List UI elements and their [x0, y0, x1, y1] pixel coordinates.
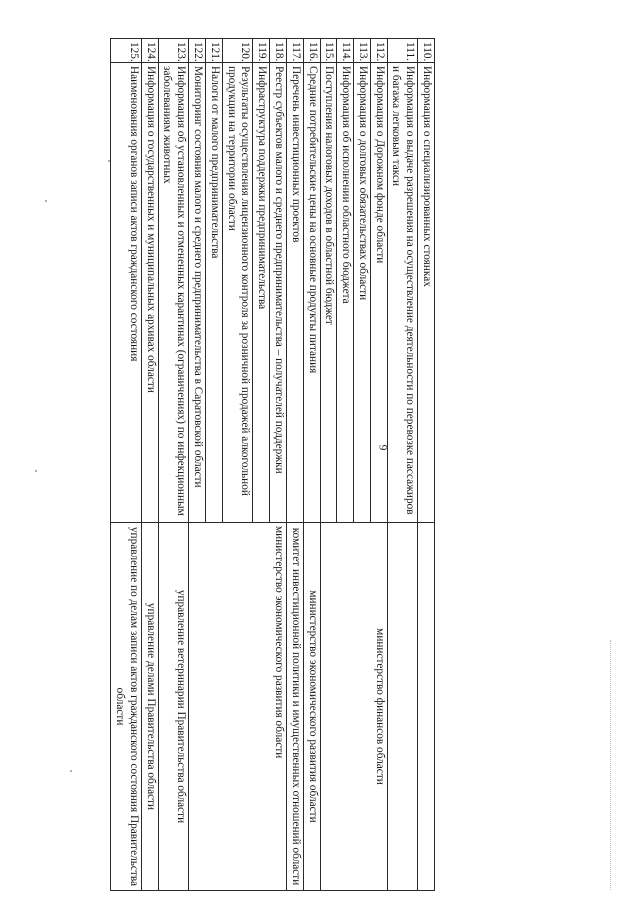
table-row [387, 39, 418, 891]
row-number: 113. [354, 39, 371, 63]
row-number: 125. [111, 39, 142, 63]
scan-speck [45, 200, 47, 202]
row-number: 121. [206, 39, 223, 63]
row-name: Информация о государственных и муниципальных архивах области [141, 63, 158, 523]
row-name: Информация о долговых обязательствах области [354, 63, 371, 523]
row-number: 111. [387, 39, 418, 63]
page-number: 9 [376, 444, 391, 451]
row-number: 112. [370, 39, 387, 63]
row-number: 110. [418, 39, 435, 63]
row-number: 124. [141, 39, 158, 63]
row-number: 120. [222, 39, 253, 63]
rotated-page [101, 38, 435, 891]
row-number: 118. [270, 39, 287, 63]
row-number: 123. [158, 39, 189, 63]
row-dept: министерство экономического развития области [303, 523, 320, 891]
dept-finance: министерство финансов области [320, 523, 387, 891]
row-number: 116. [303, 39, 320, 63]
row-number: 114. [337, 39, 354, 63]
row-number: 119. [253, 39, 270, 63]
row-dept: управление ветеринарии Правительства области [158, 523, 189, 891]
row-dept: комитет инвестиционной политики и имущественных отношений области [286, 523, 303, 891]
row-name: Налоги от малого предпринимательства [206, 63, 223, 523]
table-row [158, 39, 189, 891]
table-row [111, 39, 142, 891]
row-name: Мониторинг состояния малого и среднего предпринимательства в Саратовской области [189, 63, 206, 523]
row-name: Поступления налоговых доходов в областной бюджет [320, 63, 337, 523]
row-name: Информация об исполнении областного бюджета [337, 63, 354, 523]
row-name: Средние потребительские цены на основные продукты питания [303, 63, 320, 523]
row-name: Перечень инвестиционных проектов [286, 63, 303, 523]
document-table [110, 38, 435, 891]
table-row [286, 39, 303, 891]
row-name: Результаты осуществления лицензионного контроля за розничной продажей алкогольной продукции на территории области [222, 63, 253, 523]
row-name: Информация о специализированных стоянках [418, 63, 435, 523]
row-name: Инфраструктура поддержки предпринимательства [253, 63, 270, 523]
scan-edge [610, 640, 612, 890]
table-row [141, 39, 158, 891]
row-number: 117. [286, 39, 303, 63]
row-name: Информация об установленных и отмененных карантинах (ограничениях) по инфекционным заболеваниям животных [158, 63, 189, 523]
table-row [270, 39, 287, 891]
row-dept: управление делами Правительства области [141, 523, 158, 891]
table-row [303, 39, 320, 891]
scan-speck [35, 470, 37, 472]
row-name: Наименования органов записи актов гражданского состояния [111, 63, 142, 523]
scan-speck [70, 770, 72, 772]
row-name: Информация о выдаче разрешения на осуществление деятельности по перевозке пассажиров и багажа легковым такси [387, 63, 418, 523]
row-name: Информация о Дорожном фонде области [370, 63, 387, 523]
row-number: 115. [320, 39, 337, 63]
row-number: 122. [189, 39, 206, 63]
table-row [418, 39, 435, 891]
dept-econ: министерство экономического развития области [189, 523, 287, 891]
row-name: Реестр субъектов малого и среднего предпринимательства – получателей поддержки [270, 63, 287, 523]
row-dept [387, 523, 418, 891]
table-row [370, 39, 387, 891]
row-dept [418, 523, 435, 891]
row-dept: управление по делам записи актов гражданского состояния Правительства области [111, 523, 142, 891]
